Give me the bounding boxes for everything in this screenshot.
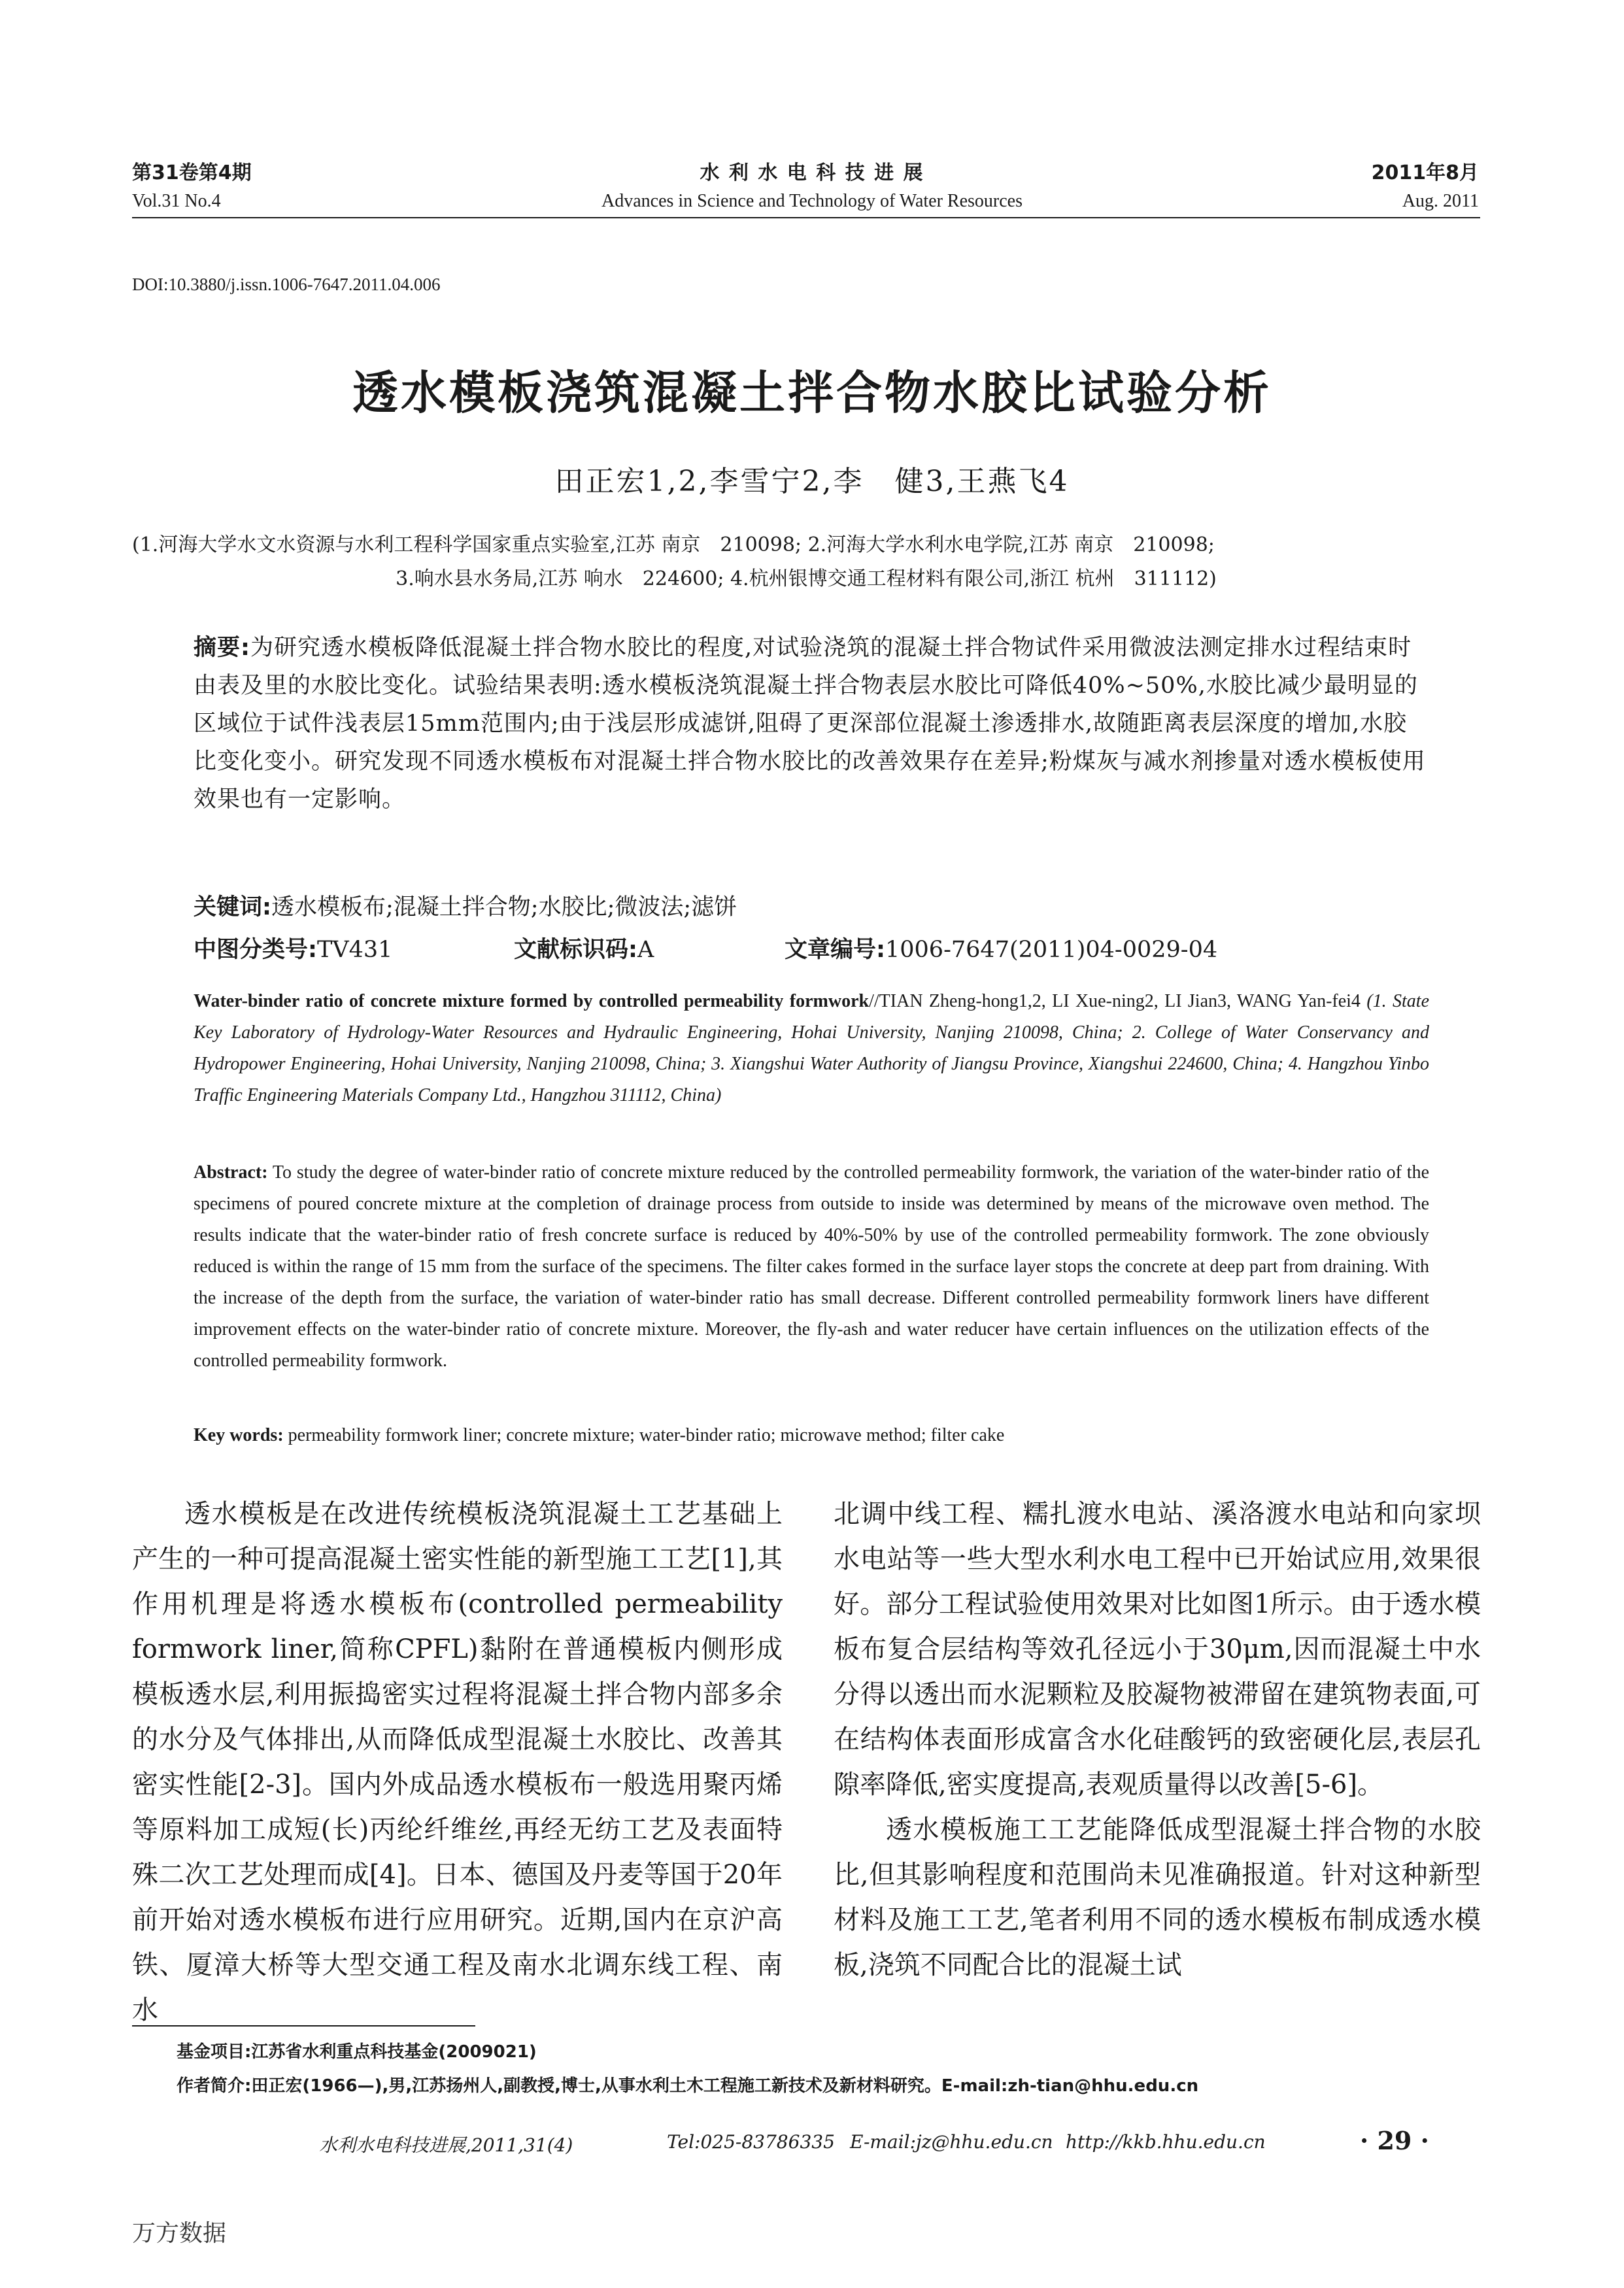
footnote-author-text: 作者简介:田正宏(1966—),男,江苏扬州人,副教授,博士,从事水利土木工程施工新技术及新材料研究。E-mail:zh-tian@hhu.edu.cn bbox=[177, 2076, 1199, 2096]
header-journal-cn: 水 利 水 电 科 技 进 展 bbox=[700, 161, 924, 184]
footnote-fund-text: 基金项目:江苏省水利重点科技基金(2009021) bbox=[177, 2042, 537, 2062]
doc-label: 文献标识码: bbox=[514, 937, 637, 963]
header-date-cn: 2011年8月 bbox=[1371, 161, 1479, 184]
affiliation-line-2: 3.响水县水务局,江苏 响水 224600; 4.杭州银博交通工程材料有限公司,浙江 杭州 311112) bbox=[396, 567, 1217, 590]
body-left-paragraph: 透水模板是在改进传统模板浇筑混凝土工艺基础上产生的一种可提高混凝土密实性能的新型施工工艺[1],其作用机理是将透水模板布(controlled permeability formwork liner,简称CPFL)黏附在普通模板内侧形成模板透水层,利用振捣密实过程将混凝土拌合物内部多余的水分及气体排出,从而降低成型混凝土水胶比、改善其密实性能[2-3]。国内外成品透水模板布一般选用聚丙烯等原料加工成短(长)丙纶纤维丝,再经无纺工艺及表面特殊二次工艺处理而成[4]。日本、德国及丹麦等国于20年前开始对透水模板布进行应用研究。近期,国内在京沪高铁、厦漳大桥等大型交通工程及南水北调东线工程、南水 bbox=[132, 1499, 783, 2025]
authors: 田正宏1,2,李雪宁2,李 健3,王燕飞4 bbox=[554, 465, 1070, 498]
affiliation-line-1: (1.河海大学水文水资源与水利工程科学国家重点实验室,江苏 南京 210098; 2.河海大学水利水电学院,江苏 南京 210098; bbox=[132, 533, 1215, 556]
keywords-cn-label: 关键词: bbox=[194, 894, 271, 920]
footer-tel: Tel:025-83786335 bbox=[667, 2131, 835, 2153]
affiliations bbox=[132, 528, 1480, 596]
header-journal-en: Advances in Science and Technology of Water Resources bbox=[601, 191, 1023, 211]
header-rule bbox=[132, 217, 1480, 218]
body-right-paragraph-1: 北调中线工程、糯扎渡水电站、溪洛渡水电站和向家坝水电站等一些大型水利水电工程中已开始试应用,效果很好。部分工程试验使用效果对比如图1所示。由于透水模板布复合层结构等效孔径远小于30μm,因而混凝土中水分得以透出而水泥颗粒及胶凝物被滞留在建筑物表面,可在结构体表面形成富含水化硅酸钙的致密硬化层,表层孔隙率降低,密实度提高,表观质量得以改善[5-6]。 bbox=[834, 1499, 1481, 1800]
header-volume-cn: 第31卷第4期 bbox=[132, 161, 252, 184]
body-right-paragraph-2: 透水模板施工工艺能降低成型混凝土拌合物的水胶比,但其影响程度和范围尚未见准确报道。针对这种新型材料及施工工艺,笔者利用不同的透水模板布制成透水模板,浇筑不同配合比的混凝土试 bbox=[834, 1815, 1481, 1980]
english-header bbox=[194, 986, 1429, 1111]
page-number: · 29 · bbox=[1360, 2126, 1429, 2155]
body-right-column bbox=[834, 1492, 1481, 1988]
keywords-cn-text: 透水模板布;混凝土拌合物;水胶比;微波法;滤饼 bbox=[271, 894, 737, 920]
english-abstract-label: Abstract: bbox=[194, 1162, 268, 1183]
english-keywords bbox=[194, 1420, 1429, 1451]
abstract-cn bbox=[194, 629, 1429, 818]
header-volume-en: Vol.31 No.4 bbox=[132, 191, 221, 211]
footnote-author bbox=[177, 2070, 1198, 2102]
english-authors: //TIAN Zheng-hong1,2, LI Xue-ning2, LI Jian3, WANG Yan-fei4 bbox=[869, 991, 1361, 1011]
doc-value: A bbox=[637, 937, 654, 963]
footer-journal: 水利水电科技进展,2011,31(4) bbox=[319, 2134, 573, 2156]
footnote-rule bbox=[132, 2025, 475, 2027]
footnote-fund bbox=[177, 2036, 537, 2068]
header-date-en: Aug. 2011 bbox=[1402, 191, 1479, 211]
body-left-column bbox=[132, 1492, 783, 2033]
abstract-cn-text: 为研究透水模板降低混凝土拌合物水胶比的程度,对试验浇筑的混凝土拌合物试件采用微波法测定排水过程结束时由表及里的水胶比变化。试验结果表明:透水模板浇筑混凝土拌合物表层水胶比可降低40%~50%,水胶比减少最明显的区域位于试件浅表层15mm范围内;由于浅层形成滤饼,阻碍了更深部位混凝土渗透排水,故随距离表层深度的增加,水胶比变化变小。研究发现不同透水模板布对混凝土拌合物水胶比的改善效果存在差异;粉煤灰与减水剂掺量对透水模板使用效果也有一定影响。 bbox=[194, 635, 1426, 813]
art-label: 文章编号: bbox=[785, 937, 885, 963]
clc-label: 中图分类号: bbox=[194, 937, 317, 963]
footer-email: E-mail:jz@hhu.edu.cn bbox=[850, 2131, 1053, 2153]
keywords-cn bbox=[194, 889, 737, 922]
english-abstract bbox=[194, 1157, 1429, 1377]
footer-url: http://kkb.hhu.edu.cn bbox=[1066, 2131, 1266, 2153]
english-keywords-label: Key words: bbox=[194, 1425, 284, 1445]
art-value: 1006-7647(2011)04-0029-04 bbox=[885, 937, 1218, 963]
page-title: 透水模板浇筑混凝土拌合物水胶比试验分析 bbox=[352, 366, 1272, 420]
abstract-cn-label: 摘要: bbox=[194, 635, 250, 661]
doc-code bbox=[514, 932, 654, 964]
article-number bbox=[785, 932, 1217, 964]
clc-value: TV431 bbox=[317, 937, 393, 963]
english-abstract-text: To study the degree of water-binder ratio of concrete mixture reduced by the controlled permeability formwork, the variation of the water-binder ratio of the specimens of poured concrete mixture at the completion of drainage process from outside to inside was determined by means of the microwave oven method. The results indicate that the water-binder ratio of fresh concrete surface is reduced by 40%-50% by use of the controlled permeability formwork. The zone obviously reduced is within the range of 15 mm from the surface of the specimens. The filter cakes formed in the surface layer stops the concrete at deep part from draining. With the increase of the depth from the surface, the variation of water-binder ratio has small decrease. Different controlled permeability formwork liners have different improvement effects on the water-binder ratio of concrete mixture. Moreover, the fly-ash and water reducer have certain influences on the utilization effects of the controlled permeability formwork. bbox=[194, 1162, 1429, 1371]
doi: DOI:10.3880/j.issn.1006-7647.2011.04.006 bbox=[132, 275, 441, 294]
watermark: 万方数据 bbox=[132, 2220, 227, 2247]
classification bbox=[194, 932, 392, 964]
english-keywords-text: permeability formwork liner; concrete mixture; water-binder ratio; microwave method; filter cake bbox=[288, 1425, 1005, 1445]
english-affiliations: (1. State Key Laboratory of Hydrology-Water Resources and Hydraulic Engineering, Hohai University, Nanjing 210098, China; 2. College of Water Conservancy and Hydropower Engineering, Hohai University, Nanjing 210098, China; 3. Xiangshui Water Authority of Jiangsu Province, Xiangshui 224600, China; 4. Hangzhou Yinbo Traffic Engineering Materials Company Ltd., Hangzhou 311112, China) bbox=[194, 991, 1430, 1105]
english-title: Water-binder ratio of concrete mixture formed by controlled permeability formwork bbox=[194, 991, 870, 1011]
